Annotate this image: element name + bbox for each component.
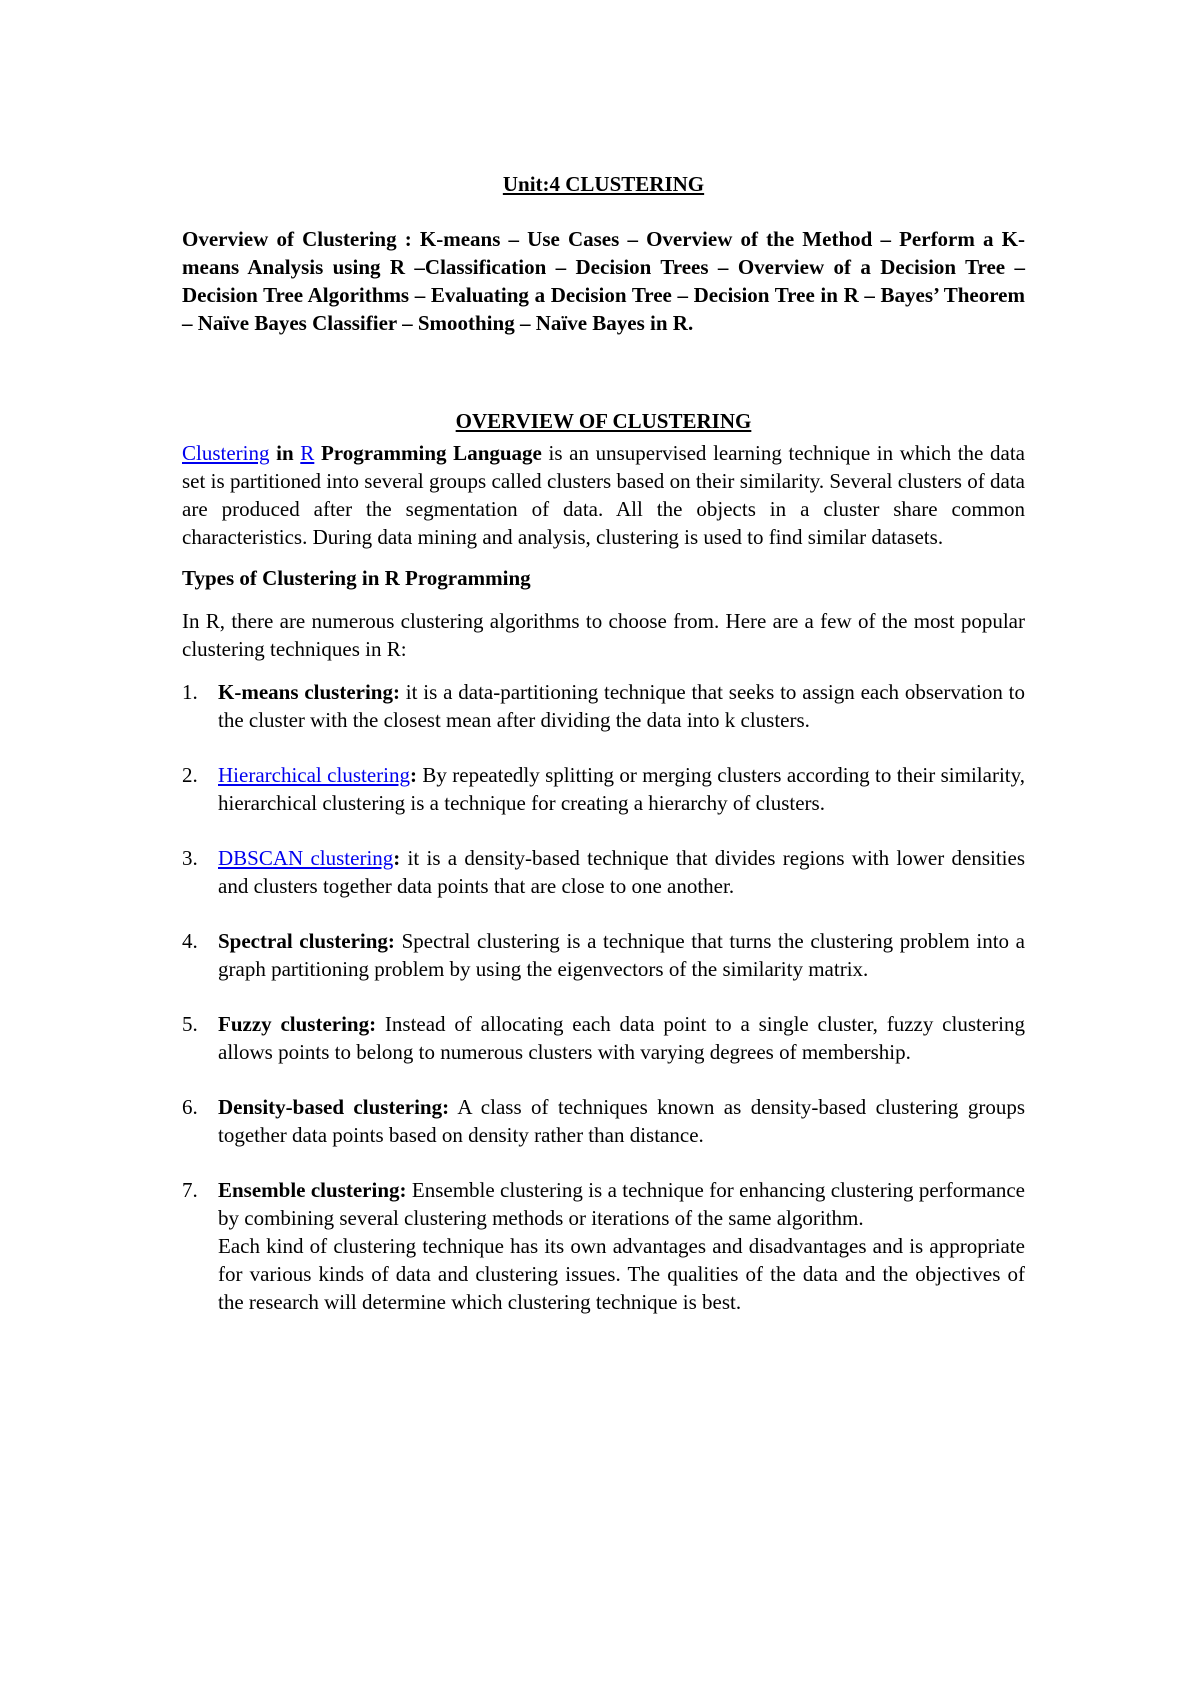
list-number: 6. bbox=[182, 1095, 198, 1119]
list-item-spectral bbox=[182, 927, 1025, 983]
unit-title: Unit:4 CLUSTERING bbox=[502, 172, 705, 196]
list-item-hierarchical bbox=[182, 761, 1025, 817]
term-kmeans: K-means clustering: bbox=[218, 680, 400, 704]
term-fuzzy: Fuzzy clustering: bbox=[218, 1012, 377, 1036]
list-number: 7. bbox=[182, 1178, 198, 1202]
types-intro: In R, there are numerous clustering algorithms to choose from. Here are a few of the most popular clustering techniques in R: bbox=[182, 609, 1025, 661]
list-number: 4. bbox=[182, 929, 198, 953]
list-item-kmeans bbox=[182, 678, 1025, 734]
section-title: OVERVIEW OF CLUSTERING bbox=[455, 409, 752, 433]
term-ensemble: Ensemble clustering: bbox=[218, 1178, 407, 1202]
list-item-dbscan bbox=[182, 844, 1025, 900]
intro-text: is an unsupervised learning technique in which the data set is partitioned into several groups called clusters based on their similarity. Several clusters of data are produced after the segmentation of data. All the objects in a cluster share common characteristics. During data mining and analysis, clustering is used to find similar datasets. bbox=[182, 441, 1025, 549]
list-item-density-based bbox=[182, 1093, 1025, 1149]
term-density-based: Density-based clustering: bbox=[218, 1095, 450, 1119]
dbscan-clustering-link[interactable]: DBSCAN clustering bbox=[218, 846, 394, 870]
item-text: By repeatedly splitting or merging clusters according to their similarity, hierarchical clustering is a technique for creating a hierarchy of clusters. bbox=[218, 763, 1026, 815]
hierarchical-clustering-link[interactable]: Hierarchical clustering bbox=[218, 763, 410, 787]
syllabus-overview: Overview of Clustering : K-means – Use Cases – Overview of the Method – Perform a K-means Analysis using R –Classification – Decision Trees – Overview of a Decision Tree – Decision Tree Algorithms – Evaluating a Decision Tree – Decision Tree in R – Bayes’ Theorem – Naïve Bayes Classifier – Smoothing – Naïve Bayes in R. bbox=[182, 227, 1025, 335]
item-text: A class of techniques known as density-based clustering groups together data points based on density rather than distance. bbox=[218, 1095, 1025, 1147]
item-text: it is a data-partitioning technique that seeks to assign each observation to the cluster with the closest mean after dividing the data into k clusters. bbox=[218, 680, 1025, 732]
term-colon: : bbox=[409, 763, 417, 787]
intro-bold-language: Programming Language bbox=[314, 441, 542, 465]
clustering-link[interactable]: Clustering bbox=[182, 441, 270, 465]
item-text: Instead of allocating each data point to a single cluster, fuzzy clustering allows points to belong to numerous clusters with varying degrees of membership. bbox=[218, 1012, 1025, 1064]
intro-bold-in: in bbox=[269, 441, 301, 465]
list-number: 3. bbox=[182, 846, 198, 870]
item-text: Spectral clustering is a technique that turns the clustering problem into a graph partitioning problem by using the eigenvectors of the similarity matrix. bbox=[218, 929, 1025, 981]
list-item-fuzzy bbox=[182, 1010, 1025, 1066]
term-spectral: Spectral clustering: bbox=[218, 929, 395, 953]
document-page bbox=[182, 170, 1025, 1343]
list-number: 1. bbox=[182, 680, 198, 704]
types-heading: Types of Clustering in R Programming bbox=[182, 566, 531, 590]
list-item-ensemble bbox=[182, 1176, 1025, 1316]
list-number: 2. bbox=[182, 763, 198, 787]
list-number: 5. bbox=[182, 1012, 198, 1036]
item-text: Ensemble clustering is a technique for enhancing clustering performance by combining several clustering methods or iterations of the same algorithm. bbox=[218, 1178, 1025, 1230]
intro-paragraph bbox=[182, 439, 1025, 551]
r-link[interactable]: R bbox=[300, 441, 315, 465]
term-colon: : bbox=[393, 846, 401, 870]
clustering-types-list bbox=[182, 678, 1025, 1316]
item-text: it is a density-based technique that divides regions with lower densities and clusters together data points that are close to one another. bbox=[218, 846, 1025, 898]
closing-text: Each kind of clustering technique has its own advantages and disadvantages and is appropriate for various kinds of data and clustering issues. The qualities of the data and the objectives of the research will determine which clustering technique is best. bbox=[218, 1234, 1025, 1314]
